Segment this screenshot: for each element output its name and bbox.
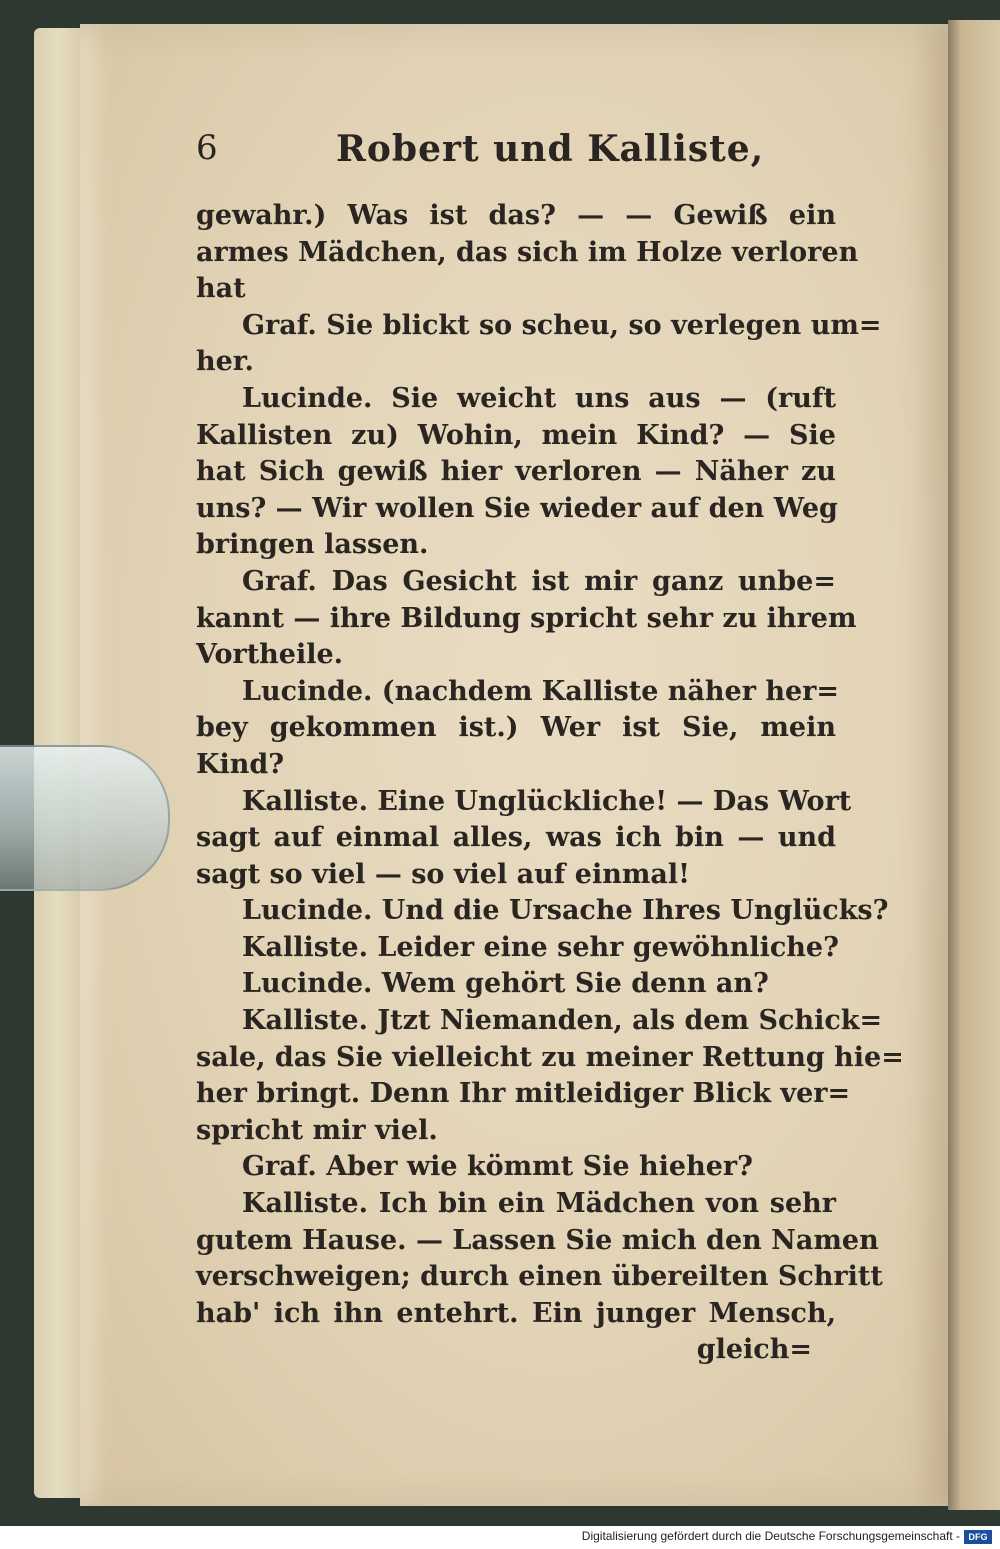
text-line: sale, das Sie vielleicht zu meiner Rettung hie= <box>196 1041 904 1073</box>
text-line: Graf. Sie blickt so scheu, so verlegen um= <box>242 309 882 341</box>
page-header <box>196 128 836 178</box>
text-line: gutem Hause. — Lassen Sie mich den Namen <box>196 1224 879 1256</box>
text-line: armes Mädchen, das sich im Holze verloren <box>196 236 859 268</box>
text-line: bringen lassen. <box>196 529 429 561</box>
catchword: gleich= <box>696 1334 812 1366</box>
text-line: Kind? <box>196 748 285 780</box>
text-line: verschweigen; durch einen übereilten Schritt <box>196 1261 883 1293</box>
text-line: kannt — ihre Bildung spricht sehr zu ihrem <box>196 602 857 634</box>
glass-page-holder <box>0 745 170 891</box>
text-line: Lucinde. (nachdem Kalliste näher her= <box>242 675 839 707</box>
text-line: Kalliste. Leider eine sehr gewöhnliche? <box>242 931 839 963</box>
text-line: Lucinde. Sie weicht uns aus — (ruft <box>242 382 836 414</box>
text-line: Kalliste. Eine Unglückliche! — Das Wort <box>242 785 852 817</box>
text-line: her. <box>196 346 254 378</box>
text-line: Graf. Das Gesicht ist mir ganz unbe= <box>242 565 836 597</box>
funding-credit: Digitalisierung gefördert durch die Deutsche Forschungsgemeinschaft - <box>581 1529 960 1543</box>
dfg-logo-icon: DFG <box>964 1530 992 1544</box>
text-line: hat Sich gewiß hier verloren — Näher zu <box>196 456 836 488</box>
text-line: uns? — Wir wollen Sie wieder auf den Weg <box>196 492 838 524</box>
text-line: Kalliste. Jtzt Niemanden, als dem Schick= <box>242 1005 883 1037</box>
text-line: bey gekommen ist.) Wer ist Sie, mein <box>196 712 836 744</box>
page-number: 6 <box>196 128 218 168</box>
text-line: sagt auf einmal alles, was ich bin — und <box>196 822 836 854</box>
text-line: her bringt. Denn Ihr mitleidiger Blick ver= <box>196 1078 851 1110</box>
text-line: hab' ich ihn entehrt. Ein junger Mensch, <box>196 1297 836 1329</box>
text-line: sagt so viel — so viel auf einmal! <box>196 858 691 890</box>
text-line: Kalliste. Ich bin ein Mädchen von sehr <box>242 1188 836 1220</box>
text-line: Kallisten zu) Wohin, mein Kind? — Sie <box>196 419 836 451</box>
text-line: Lucinde. Und die Ursache Ihres Unglücks? <box>242 895 889 927</box>
running-title: Robert und Kalliste, <box>336 128 765 170</box>
text-line: gewahr.) Was ist das? — — Gewiß ein <box>196 200 836 231</box>
text-line: spricht mir viel. <box>196 1114 438 1146</box>
body-text <box>196 198 904 1369</box>
text-line: hat <box>196 273 246 305</box>
text-line: Lucinde. Wem gehört Sie denn an? <box>242 968 769 1000</box>
footer-bar <box>0 1526 1000 1549</box>
text-line: Graf. Aber wie kömmt Sie hieher? <box>242 1151 753 1183</box>
text-line: Vortheile. <box>196 639 344 671</box>
facing-page-edge <box>948 20 1000 1510</box>
